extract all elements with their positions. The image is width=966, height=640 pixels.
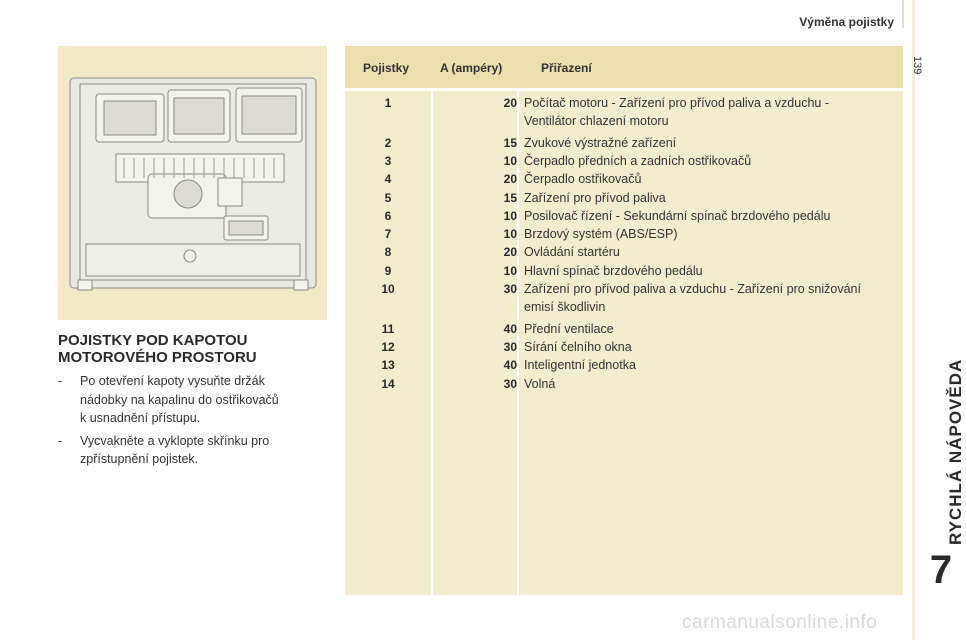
fuse-number: 7: [384, 227, 392, 242]
fuse-amps: 40: [503, 358, 517, 373]
assignment-line: Zařízení pro přívod paliva a vzduchu - Zařízení pro snižování: [524, 282, 861, 296]
amps-cell: [433, 152, 517, 170]
amps-cell: [433, 189, 517, 207]
fuse-assignment: [524, 207, 894, 225]
fuse-assignment: [524, 338, 894, 356]
fuse-assignment: [524, 225, 894, 243]
assignment-line: Ventilátor chlazení motoru: [524, 114, 669, 128]
fuse-number: 8: [384, 245, 392, 260]
step-text: Vycvakněte a vyklopte skřínku pro: [80, 433, 270, 448]
heading-line-1: POJISTKY POD KAPOTOU: [58, 332, 248, 349]
fuse-amps: 20: [503, 96, 517, 110]
fuse-amps: 10: [503, 153, 517, 168]
fuse-amps: 10: [503, 227, 517, 242]
fuse-amps: 20: [503, 245, 517, 260]
top-rule: [902, 0, 904, 28]
fuse-assignment: [524, 320, 894, 338]
assignment-line: Zařízení pro přívod paliva: [524, 190, 666, 205]
amps-cell: [433, 375, 517, 393]
header-assignment: Přiřazení: [541, 61, 592, 75]
table-header: [345, 46, 903, 88]
fuse-amps: 15: [503, 135, 517, 150]
amps-cell: [433, 338, 517, 356]
assignment-line: Sírání čelního okna: [524, 339, 632, 354]
fuse-number: 2: [384, 135, 392, 150]
sidebar-strip: [912, 0, 915, 640]
fuse-amps: 10: [503, 208, 517, 223]
fuse-amps: 30: [503, 376, 517, 391]
fuse-assignment: [524, 170, 894, 188]
instruction-list: [58, 372, 328, 473]
fuse-assignment: [524, 375, 894, 393]
fuse-number: 6: [384, 208, 392, 223]
step-text: k usnadnění přístupu.: [80, 411, 201, 425]
fuse-assignment: [524, 243, 894, 261]
amps-cell: [433, 134, 517, 152]
header-fuse: Pojistky: [363, 61, 410, 75]
assignment-line: Přední ventilace: [524, 321, 614, 336]
assignment-line: emisí škodlivin: [524, 300, 606, 314]
fuse-amps: 30: [503, 339, 517, 354]
step-text: nádobky na kapalinu do ostřikovačů: [80, 392, 279, 407]
heading-line-2: MOTOROVÉHO PROSTORU: [58, 349, 257, 366]
fuse-number: 5: [384, 190, 392, 205]
fuse-amps: 30: [503, 282, 517, 296]
fuse-amps: 15: [503, 190, 517, 205]
step-dash: -: [58, 433, 63, 448]
fuse-number: 11: [381, 321, 395, 336]
fuse-assignment: [524, 134, 894, 152]
watermark: carmanualsonline.info: [682, 612, 878, 633]
amps-cell: [433, 356, 517, 374]
fuse-number: 4: [384, 172, 392, 187]
assignment-line: Posilovač řízení - Sekundární spínač brzdového pedálu: [524, 208, 831, 223]
fuse-number: 12: [381, 339, 395, 354]
assignment-line: Volná: [524, 376, 556, 391]
page-number: 139: [911, 56, 923, 75]
fuse-amps: 40: [503, 321, 517, 336]
fuse-assignment: [524, 152, 894, 170]
step-text: zpřístupnění pojistek.: [80, 452, 199, 466]
fuse-number: 3: [384, 153, 392, 168]
fuse-number: 10: [381, 282, 395, 296]
amps-cell: [433, 170, 517, 188]
header-amps: A (ampéry): [440, 61, 503, 75]
amps-cell: [433, 280, 517, 298]
assignment-line: Hlavní spínač brzdového pedálu: [524, 263, 703, 278]
fuse-table: [345, 46, 903, 595]
assignment-line: Brzdový systém (ABS/ESP): [524, 227, 678, 242]
fuse-assignment: [524, 262, 894, 280]
fuse-amps: 10: [503, 263, 517, 278]
section-label: RYCHLÁ NÁPOVĚDA: [946, 358, 965, 545]
fuse-assignment: [524, 189, 894, 207]
fuse-number: 14: [381, 376, 395, 391]
amps-cell: [433, 94, 517, 112]
fuse-assignment: [524, 356, 894, 374]
fuse-assignment: [524, 280, 894, 316]
assignment-line: Čerpadlo ostřikovačů: [524, 172, 642, 187]
fuse-box-drawing: [58, 46, 327, 320]
assignment-line: Inteligentní jednotka: [524, 358, 636, 373]
fuse-number: 9: [384, 263, 392, 278]
fuse-number: 1: [384, 96, 392, 110]
fuse-box-illustration: [58, 46, 327, 320]
assignment-line: Čerpadlo předních a zadních ostřikovačů: [524, 153, 752, 168]
step-text: Po otevření kapoty vysuňte držák: [80, 374, 265, 388]
amps-cell: [433, 262, 517, 280]
section-heading: [58, 332, 328, 366]
fuse-assignment: [524, 94, 894, 130]
chapter-number: 7: [929, 548, 953, 592]
fuse-number: 13: [381, 358, 395, 373]
amps-cell: [433, 207, 517, 225]
amps-cell: [433, 320, 517, 338]
amps-cell: [433, 225, 517, 243]
amps-cell: [433, 243, 517, 261]
page-title: Výměna pojistky: [799, 15, 894, 29]
assignment-line: Ovládání startéru: [524, 245, 620, 260]
instruction-step: [58, 372, 328, 428]
instruction-step: [58, 432, 328, 469]
step-dash: -: [58, 374, 63, 388]
fuse-amps: 20: [503, 172, 517, 187]
assignment-line: Zvukové výstražné zařízení: [524, 135, 677, 150]
assignment-line: Počítač motoru - Zařízení pro přívod paliva a vzduchu -: [524, 96, 829, 110]
